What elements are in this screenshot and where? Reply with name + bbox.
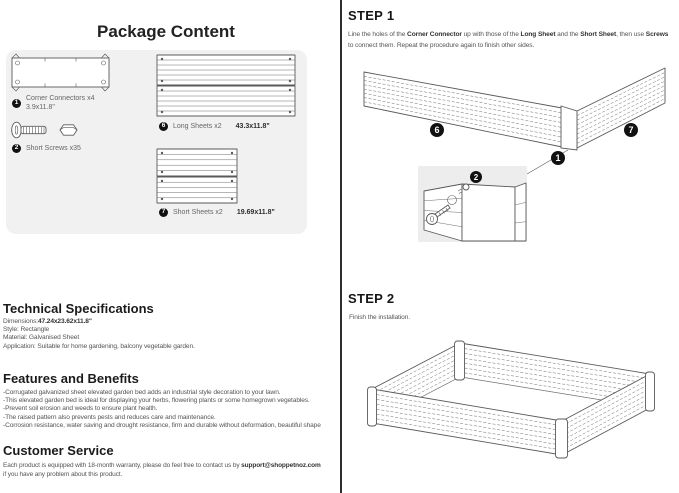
step2-title: STEP 2 <box>348 291 395 306</box>
screw-and-nut-diagram <box>6 118 96 144</box>
step1-title: STEP 1 <box>348 8 395 23</box>
step1-description: Line the holes of the Corner Connector up with those of the Long Sheet and the Short Sheet, then use Screws to connect them. Repeat the procedure again to finish other sides. <box>348 31 669 49</box>
step2-description: Finish the installation. <box>349 314 411 321</box>
corner-post <box>646 372 655 411</box>
feature-line: -Prevent soil erosion and weeds to ensure plant health. <box>3 405 158 413</box>
item-size: 19.69x11.8" <box>236 209 275 216</box>
tech-specs-lines <box>3 318 195 351</box>
spec-line: Style: Rectangle <box>3 326 50 334</box>
svg-text:7: 7 <box>628 125 634 136</box>
long-sheets-diagram <box>150 52 302 122</box>
long-sheet-badge <box>430 123 444 137</box>
svg-text:2: 2 <box>473 172 479 182</box>
package-item-corner-connectors <box>12 94 94 113</box>
step2-finished-bed-diagram <box>340 332 679 467</box>
item-label: Short Screws x35 <box>26 145 81 152</box>
bed-walls <box>372 343 650 455</box>
screw-badge <box>470 171 482 183</box>
spec-line: Material: Galvanised Sheet <box>3 334 80 342</box>
short-sheets-diagram <box>150 146 245 208</box>
tech-specs-title: Technical Specifications <box>3 301 154 316</box>
package-item-short-sheets <box>159 208 275 217</box>
features-lines <box>3 389 321 430</box>
item-label: Short Sheets x2 <box>173 209 223 216</box>
corner-connector-post <box>561 106 577 150</box>
feature-line: -Corrugated galvanized sheet elevated garden bed adds an industrial style decoration to your lawn. <box>3 389 281 396</box>
corner-assembly-walls <box>364 68 665 148</box>
corner-post <box>455 341 465 380</box>
spec-line-dimensions: Dimensions:47.24x23.62x11.8" <box>3 318 92 325</box>
customer-service-title: Customer Service <box>3 443 114 458</box>
item-number-badge: 1 <box>12 99 21 108</box>
item-size: 3.9x11.8" <box>26 104 55 112</box>
corner-connector-badge <box>551 151 565 165</box>
step1-assembly-diagram <box>340 52 679 262</box>
feature-line: -The raised pattern also prevents pests and reduces care and maintenance. <box>3 413 216 421</box>
item-label: Corner Connectors x4 <box>26 95 95 102</box>
item-size: 43.3x11.8" <box>235 123 270 130</box>
corner-detail-inset <box>418 166 527 242</box>
svg-text:6: 6 <box>434 125 440 136</box>
corner-post <box>556 419 568 458</box>
svg-text:1: 1 <box>555 153 561 164</box>
corner-post <box>368 387 377 426</box>
short-sheet-badge <box>624 123 638 137</box>
item-number-badge: 6 <box>159 122 168 131</box>
item-label: Long Sheets x2 <box>173 123 222 130</box>
package-content-title: Package Content <box>97 22 235 41</box>
item-number-badge: 2 <box>12 144 21 153</box>
feature-line: -Corrosion resistance, water saving and drought resistance, firm and durable without deformation, beautiful shape <box>3 421 321 429</box>
customer-service-text: Each product is equipped with 18-month warranty, please do feel free to contact us by support@shoppetnoz.com if you have any problem about this product. <box>3 462 321 479</box>
features-title: Features and Benefits <box>3 371 139 386</box>
support-email: support@shoppetnoz.com <box>241 462 321 469</box>
package-item-short-screws <box>12 144 81 153</box>
item-number-badge: 7 <box>159 208 168 217</box>
corner-connector-diagram <box>6 54 116 92</box>
package-item-long-sheets <box>159 122 270 131</box>
feature-line: -This elevated garden bed is ideal for displaying your herbs, flowering plants or some homegrown vegetables. <box>3 397 310 405</box>
spec-line: Application: Suitable for home gardening, balcony vegetable garden. <box>3 342 195 350</box>
